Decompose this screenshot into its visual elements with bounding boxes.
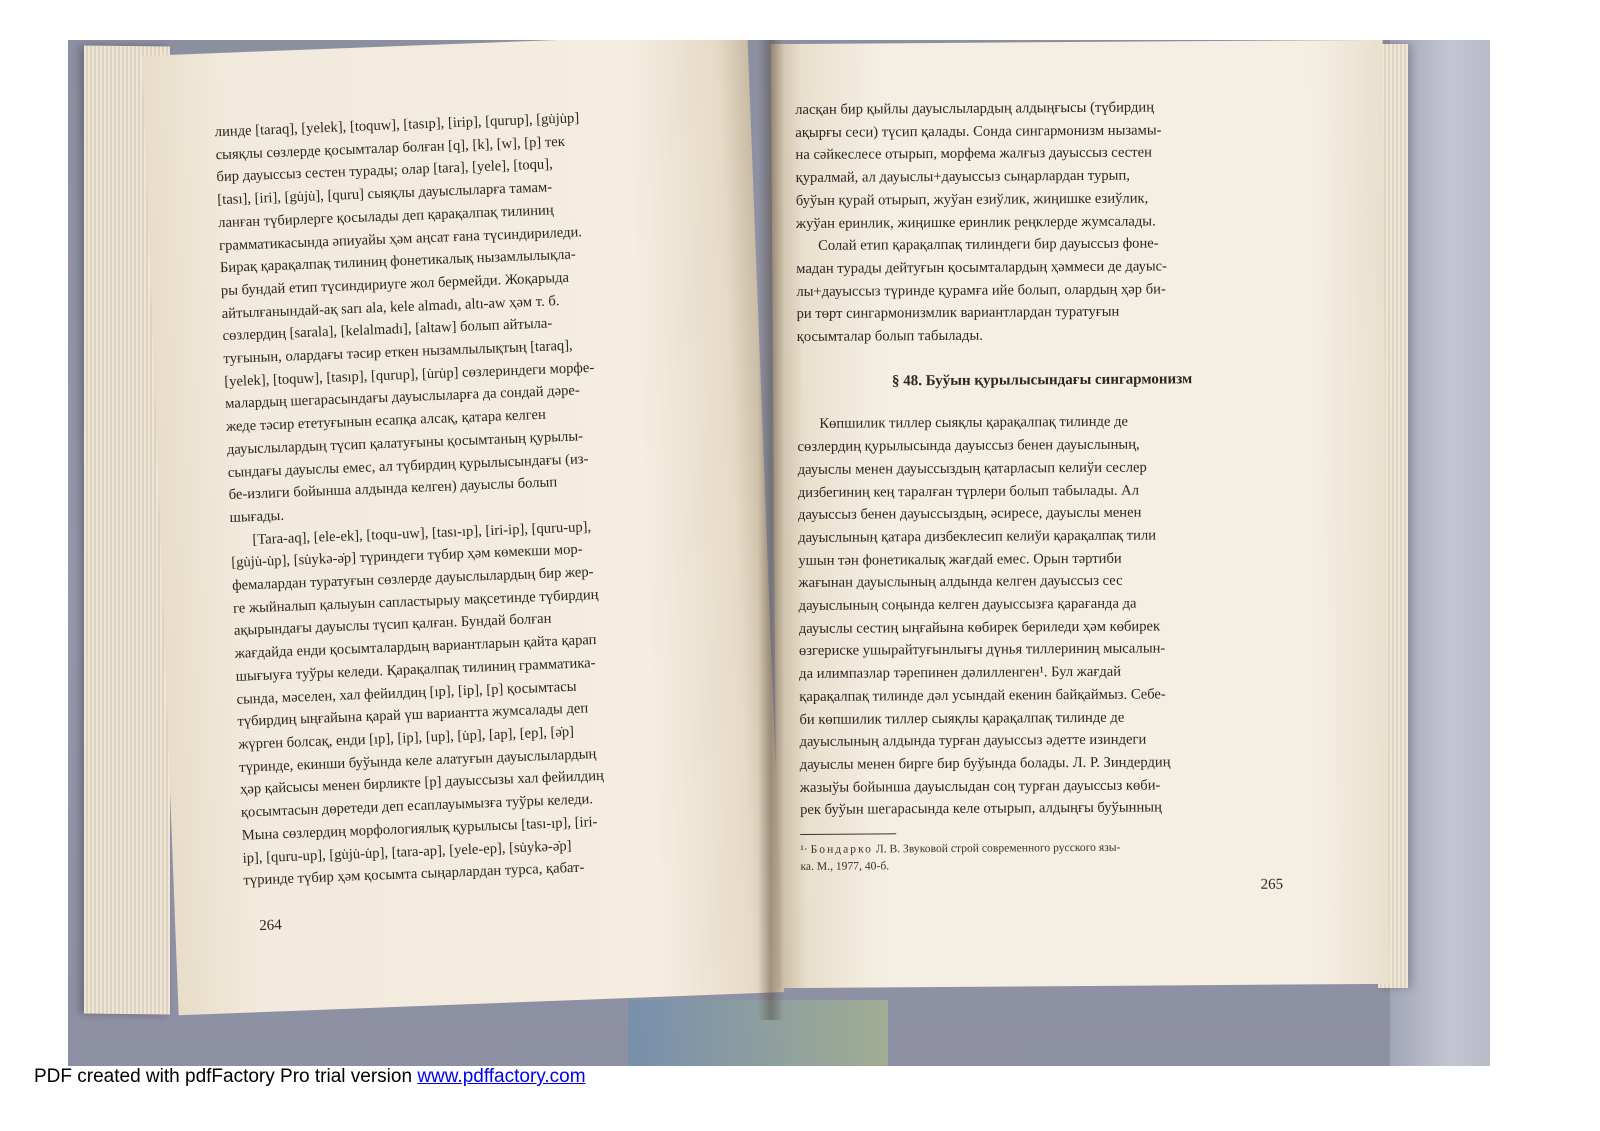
text-line: Көпшилик тиллер сыяқлы қарақалпақ тилинде де: [819, 414, 1129, 433]
text-line: шығыуға туўры келеди. Қарақалпақ тилиниң грамматика-: [235, 654, 596, 685]
right-page-text: [795, 96, 1290, 875]
page-number-left: 264: [258, 917, 283, 935]
footnote-marker: ¹·: [800, 843, 808, 857]
text-line: дауыслы сестиң ыңғайына көбирек бериледи ҳәм көбирек: [798, 618, 1161, 637]
text-line: ри төрт сингармонизмлик вариантлардан туратуғын: [796, 304, 1120, 323]
text-line: би көпшилик тиллер сыяқлы қарақалпақ тилинде де: [799, 709, 1125, 728]
footer-link[interactable]: www.pdffactory.com: [417, 1066, 586, 1087]
text-line: жазыўы бойынша дауыслыдан соң турған дауыссыз көби-: [799, 777, 1161, 796]
text-line: Бирақ қарақалпақ тилиниң фонетикалық нызамлылықла-: [219, 246, 576, 277]
text-line: дизбегиниң кең таралған түрлери болып табылады. Ал: [797, 482, 1140, 501]
text-line: сында, мәселен, хал фейилдиң [ıp], [ip], [p] қосымтасы: [236, 678, 577, 708]
text-line: дауыслының алдында турған дауыссыз әдетте изиндеги: [799, 731, 1147, 751]
text-line: [yelek], [toquw], [tasıp], [qurup], [u̇ru̇p] сөзлериндеги морфе-: [224, 359, 595, 390]
text-line: дауыслы менен бирге бир буўында болады. Л. Р. Зиндердиң: [799, 754, 1171, 773]
text-line: қуралмай, ал дауыслы+дауыссыз сыңарлардан турып,: [795, 167, 1130, 187]
text-line: дауыслылардың түсип қалатуғыны қосымтаның қурылы-: [226, 428, 584, 458]
text-line: қосымталар болып табылады.: [796, 327, 983, 346]
text-line: грамматикасында әпиуайы ҳәм аңсат ғана түсиндириледи.: [218, 223, 583, 254]
text-line: қосымтасын дөретеди деп есаплауымызға туўры келеди.: [240, 791, 594, 821]
text-line: сындағы дауыслы емес, ал түбирдиң қурылысындағы (из-: [227, 450, 589, 481]
text-line: туғынын, олардағы тәсир еткен нызамлылықтың [taraq],: [223, 337, 573, 368]
pdf-footer: [34, 1066, 586, 1088]
text-line: дауыссыз бенен дауыссыздың, әсиресе, дауыслы менен: [797, 504, 1142, 524]
text-line: бе-излиги бойынша алдында келген) дауыслы болып: [228, 474, 558, 504]
text-line: мадан турады дейтуғын қосымталардың ҳәммеси де дауыс-: [796, 258, 1168, 277]
text-line: ҳәр қайсысы менен бирликте [p] дауыссызы хал фейилдиң: [239, 768, 605, 799]
text-line: ге жыйналып қалыуын сапластырыу мақсетинде түбирдиң: [232, 586, 599, 617]
section-heading: § 48. Буўын қурылысындағы сингармонизм: [891, 370, 1193, 390]
text-line: дауыслының соңында келген дауыссызға қарағанда да: [798, 595, 1137, 615]
text-line: қарақалпақ тилинде дәл усындай екенин байқаймыз. Себе-: [799, 686, 1166, 705]
text-line: [Tara-aq], [ele-ek], [toqu-uw], [tası-ıp], [iri-ip], [quru-up],: [252, 518, 592, 548]
text-line: Мына сөзлердиң морфологиялық қурылысы [tası-ıp], [iri-: [241, 813, 598, 844]
footnote-author: Бондарко: [810, 842, 873, 856]
text-line: дауыслы менен дауыссыздың қатарласып келиўи сеслер: [797, 459, 1147, 478]
footer-text: PDF created with pdfFactory Pro trial version: [34, 1066, 418, 1087]
right-page: [771, 40, 1390, 988]
text-line: түбирдиң ыңғайына қарай үш вариантта жумсалады деп: [237, 700, 589, 731]
text-line: ры бундай етип түсиндириуге жол бермейди. Жоқарыда: [220, 269, 570, 300]
text-line: на сәйкеслесе отырып, морфема жалғыз дауыссыз сестен: [795, 144, 1152, 164]
text-line: ip], [quru-up], [gu̇ju̇-u̇p], [tara-ap], [yele-ep], [su̇ykə-ə̇p]: [242, 837, 572, 867]
text-line: жуўан еринлик, жиңишке еринлик реңклерде жумсалады.: [795, 212, 1156, 232]
text-line: жеде тәсир ететуғынын есапқа алсақ, қатара келген: [225, 406, 547, 436]
text-line: бир дауыссыз сестен турады; олар [tara], [yele], [toqu],: [216, 156, 554, 186]
text-line: малардың шегарасындағы дауыслыларға да сондай дәре-: [224, 382, 581, 413]
text-line: жүрген болсақ, енди [ıp], [ip], [up], [u̇p], [ap], [ep], [ə̇p]: [238, 723, 575, 753]
footnote-rule: [800, 833, 896, 835]
text-line: ақырғы сеси) түсип қалады. Сонда сингармонизм нызамы-: [795, 122, 1162, 141]
text-line: ланған түбирлерге қосылады деп қарақалпақ тилиниң: [217, 202, 554, 231]
text-line: сыяқлы сөзлерде қосымталар болған [q], [k], [w], [p] тек: [215, 133, 566, 163]
text-line: жағынан дауыслының алдында келген дауыссыз сес: [798, 573, 1123, 592]
page-number-right: 265: [1260, 876, 1284, 893]
text-line: ласқан бир қыйлы дауыслылардың алдыңғысы (түбирдиң: [795, 99, 1155, 118]
left-page: [142, 40, 784, 1015]
text-line: Солай етип қарақалпақ тилиндеги бир дауыссыз фоне-: [818, 235, 1159, 255]
text-line: жағдайда енди қосымталардың вариантларын қайта қарап: [234, 632, 597, 663]
text-line: айтылғанындай-ақ sarı ala, kele almadı, altı-aw ҳәм т. б.: [221, 292, 560, 322]
text-line: лы+дауыссыз түринде қурамға ийе болып, олардың ҳәр би-: [796, 281, 1166, 300]
text-line: түринде, екинши буўында келе алатуғын дауыслылардың: [238, 745, 597, 776]
book-gutter: [758, 40, 784, 1020]
text-line: сөзлердиң қурылысында дауыссыз бенен дауыслының,: [797, 436, 1140, 456]
text-line: ақырындағы дауыслы түсип қалған. Бундай болған: [233, 611, 552, 640]
text-line: дауыслының қатара дизбеклесип келиўи қарақалпақ тили: [798, 527, 1157, 546]
text-line: буўын қурай отырып, жуўан езиўлик, жиңишке езиўлик,: [795, 190, 1149, 209]
text-line: [tası], [iri], [gu̇ju̇], [quru] сыяқлы дауыслыларға тамам-: [217, 179, 553, 209]
left-page-text: [214, 102, 733, 892]
text-line: шығады.: [229, 507, 285, 526]
text-line: рек буўын шегарасында келе отырып, алдыңғы буўынның: [800, 799, 1162, 819]
text-line: сөзлердиң [sarala], [kelalmadı], [altaw] болып айтыла-: [222, 315, 553, 345]
text-line: өзгериске ушырайтуғынлығы дүнья тиллериниң мысалын-: [798, 640, 1166, 660]
text-line: [gu̇ju̇-u̇p], [su̇ykə-ə̇p] түриндеги түбир ҳәм көмекши мор-: [231, 541, 583, 572]
text-line: да илимпазлар тәрепинен дәлилленген¹. Бул жағдай: [799, 663, 1122, 683]
footnote-citation: Л. В. Звуковой строй современного русского язы-: [875, 840, 1121, 856]
footnote-line: ка. М., 1977, 40-б.: [800, 859, 890, 874]
scanned-book-spread: [68, 40, 1490, 1066]
text-line: ушын тән фонетикалық жағдай емес. Орын тәртиби: [798, 550, 1122, 569]
text-line: түринде түбир ҳәм қосымта сыңарлардан турса, қабат-: [243, 859, 585, 889]
text-line: фемалардан туратуғын сөзлерде дауыслылардың бир жер-: [231, 564, 594, 594]
text-line: линде [taraq], [yelek], [toquw], [tasıp], [irip], [qurup], [gu̇ju̇p]: [214, 110, 580, 141]
